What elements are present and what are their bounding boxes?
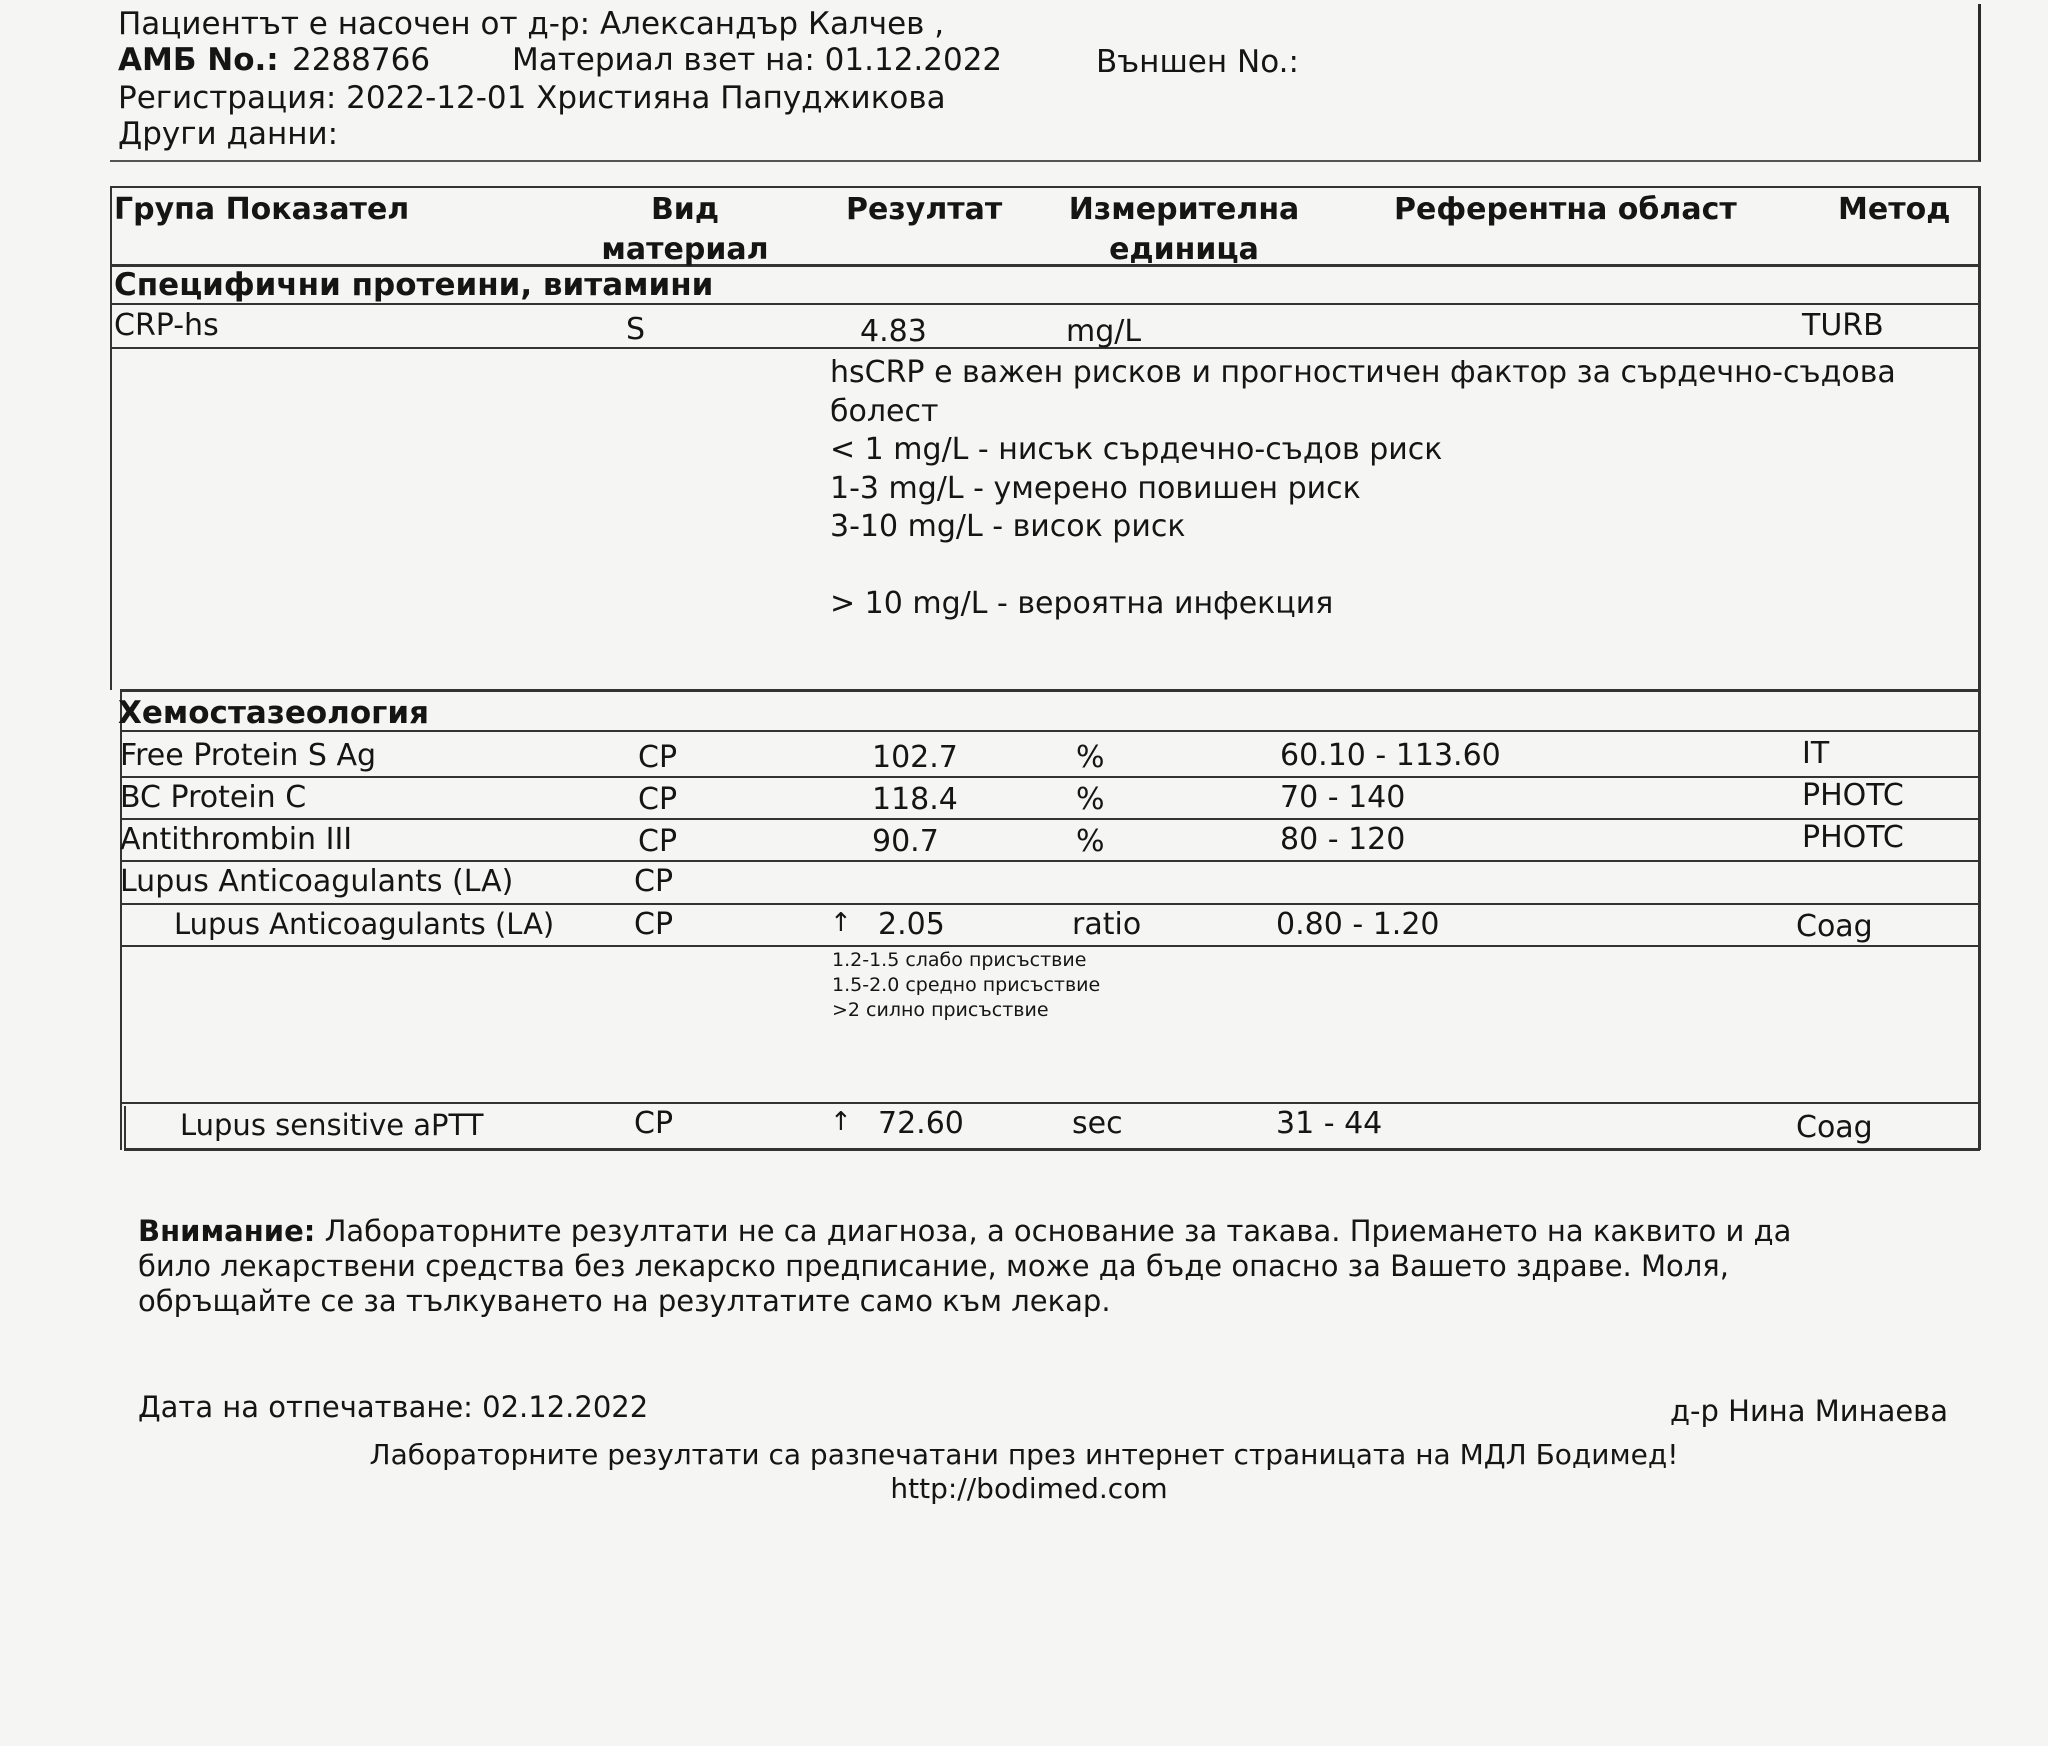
row-divider-1: [120, 776, 1980, 778]
la-sub-name: Lupus Anticoagulants (LA): [174, 907, 555, 941]
row-reference: 80 - 120: [1280, 822, 1406, 857]
warning-line-1-text: Лабораторните резултати не са диагноза, а основание за такава. Приемането на каквито и да: [315, 1214, 1792, 1248]
crp-row-divider: [110, 347, 1980, 349]
referred-by: Пациентът е насочен от д-р: Александър Калчев ,: [118, 6, 945, 42]
row-divider-2: [120, 818, 1980, 820]
warning-line-2: било лекарствени средства без лекарско предписание, може да бъде опасно за Вашето здраве. Моля,: [138, 1249, 1729, 1283]
col-header-unit-line2: единица: [1109, 232, 1259, 267]
crp-result: 4.83: [860, 314, 927, 349]
website-url: http://bodimed.com: [890, 1472, 1168, 1505]
crp-note-line: < 1 mg/L - нисък сърдечно-съдов риск: [830, 432, 1443, 467]
la-sub-reference: 0.80 - 1.20: [1276, 907, 1440, 942]
row-result: 90.7: [872, 824, 939, 859]
other-data: Други данни:: [118, 116, 339, 152]
la-sub-result: 2.05: [878, 907, 945, 942]
aptt-left-border: [124, 1106, 126, 1150]
col-header-result: Резултат: [846, 192, 1003, 227]
row-material: CP: [638, 782, 678, 817]
la-note: [832, 948, 1100, 1023]
table-top-border: [110, 186, 1980, 188]
amb-value: 2288766: [292, 42, 431, 78]
row-method: IT: [1802, 736, 1830, 771]
row-divider-5: [120, 945, 1980, 947]
print-date: Дата на отпечатване: 02.12.2022: [138, 1390, 649, 1424]
doctor-name: д-р Нина Минаева: [1670, 1394, 1949, 1428]
crp-method: TURB: [1802, 308, 1884, 343]
section-title-hemostasis: Хемостазеология: [118, 695, 429, 731]
amb-label: АМБ No.:: [118, 42, 279, 78]
row-unit: %: [1076, 740, 1105, 775]
col-header-unit-line1: Измерителна: [1068, 192, 1300, 227]
row-divider-6: [120, 1102, 1980, 1104]
crp-note-line: 3-10 mg/L - висок риск: [830, 509, 1186, 544]
row-unit: %: [1076, 824, 1105, 859]
aptt-material: CP: [634, 1106, 674, 1141]
col-header-reference: Референтна област: [1394, 192, 1737, 227]
table-right-border: [1978, 186, 1981, 1150]
row-method: PHOTC: [1802, 778, 1904, 813]
crp-name: CRP-hs: [114, 308, 219, 343]
crp-material: S: [626, 312, 646, 347]
printed-via-notice: Лабораторните резултати са разпечатани през интернет страницата на МДЛ Бодимед!: [369, 1438, 1679, 1471]
row-material: CP: [638, 740, 678, 775]
col-header-group: Група Показател: [114, 192, 410, 227]
aptt-reference: 31 - 44: [1276, 1106, 1383, 1141]
section2-top: [120, 689, 1980, 692]
col-header-method: Метод: [1838, 192, 1951, 227]
la-note-line: 1.5-2.0 средно присъствие: [832, 974, 1101, 996]
warning-label: Внимание:: [138, 1214, 316, 1248]
high-flag-arrow-icon: ↑: [830, 908, 852, 938]
aptt-unit: sec: [1072, 1106, 1123, 1141]
row-method: PHOTC: [1802, 820, 1904, 855]
row-reference: 70 - 140: [1280, 780, 1406, 815]
la-group-material: CP: [634, 864, 674, 899]
crp-note-line: болест: [830, 393, 939, 429]
row-result: 102.7: [872, 740, 958, 775]
la-sub-material: CP: [634, 907, 674, 942]
registration: Регистрация: 2022-12-01 Християна Папуджикова: [118, 80, 946, 116]
crp-note-line: > 10 mg/L - вероятна инфекция: [830, 586, 1334, 621]
la-note-line: 1.2-1.5 слабо присъствие: [832, 949, 1087, 971]
col-header-unit: [1064, 190, 1304, 270]
col-header-material-line2: материал: [601, 232, 769, 267]
row-result: 118.4: [872, 782, 958, 817]
row-reference: 60.10 - 113.60: [1280, 738, 1501, 773]
section1-divider: [110, 303, 1980, 305]
la-sub-method: Coag: [1796, 909, 1873, 944]
crp-note: [830, 354, 1896, 624]
high-flag-arrow-icon: ↑: [830, 1107, 852, 1137]
crp-note-line: [830, 547, 1896, 586]
material-taken: Материал взет на: 01.12.2022: [512, 42, 1003, 78]
section-title-proteins: Специфични протеини, витамини: [114, 267, 714, 303]
aptt-name: Lupus sensitive aPTT: [180, 1108, 484, 1142]
row-unit: %: [1076, 782, 1105, 817]
warning-line-3: обръщайте се за тълкуването на резултатите само към лекар.: [138, 1284, 1111, 1318]
aptt-result: 72.60: [878, 1106, 964, 1141]
table-bottom-border: [124, 1148, 1980, 1151]
row-name: BC Protein C: [120, 780, 307, 815]
aptt-method: Coag: [1796, 1110, 1873, 1145]
row-divider-3: [120, 860, 1980, 862]
la-group-name: Lupus Anticoagulants (LA): [120, 864, 514, 899]
row-name: Free Protein S Ag: [120, 738, 377, 773]
la-note-line: >2 силно присъствие: [832, 999, 1049, 1021]
table-left-border-upper: [110, 186, 112, 690]
col-header-material-line1: Вид: [650, 192, 720, 227]
row-divider-4: [120, 903, 1980, 905]
crp-note-line: 1-3 mg/L - умерено повишен риск: [830, 470, 1361, 506]
warning-line-1: [138, 1214, 1791, 1249]
col-header-material: [590, 190, 780, 270]
la-sub-unit: ratio: [1072, 907, 1142, 942]
crp-note-line: hsCRP е важен рисков и прогностичен фактор за сърдечно-съдова: [830, 355, 1896, 390]
warning-text: [138, 1214, 1791, 1319]
external-no: Външен No.:: [1096, 44, 1299, 80]
row-name: Antithrombin III: [120, 822, 353, 857]
row-material: CP: [638, 824, 678, 859]
crp-unit: mg/L: [1066, 314, 1142, 349]
